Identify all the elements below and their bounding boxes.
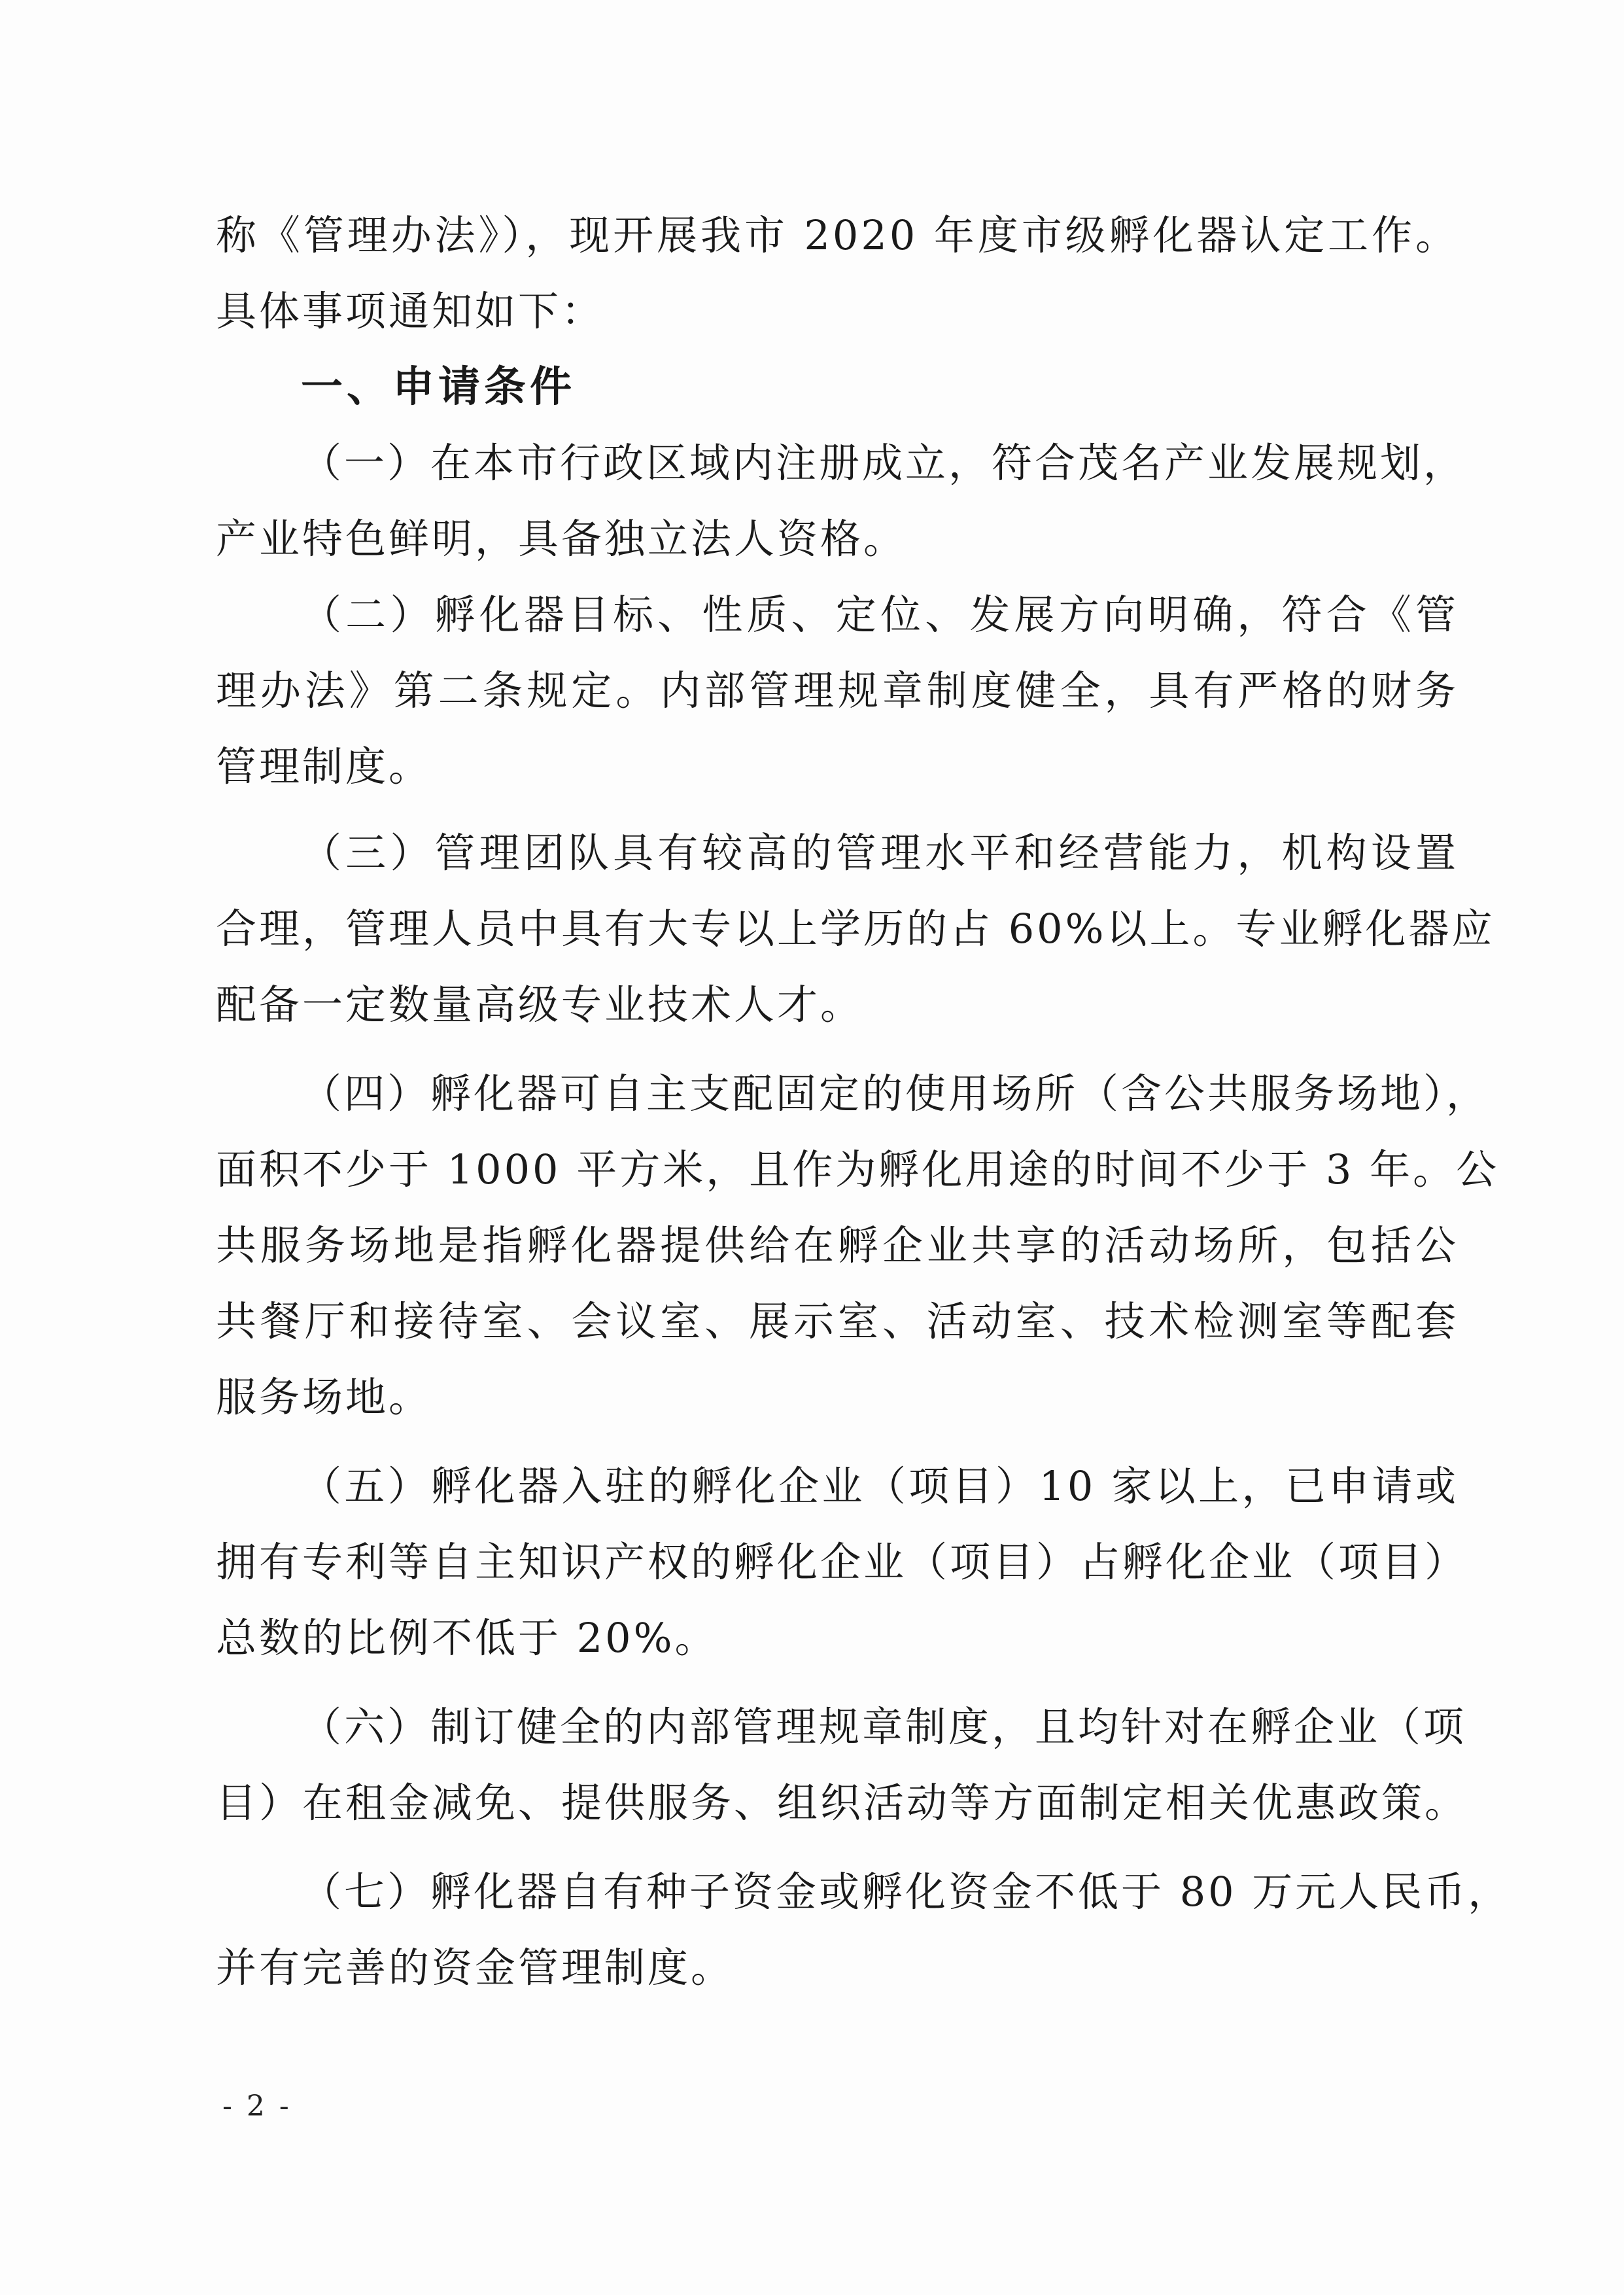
paragraph-line: 管理制度。 bbox=[216, 743, 432, 790]
paragraph-line: 合理，管理人员中具有大专以上学历的占 60%以上。专业孵化器应 bbox=[216, 905, 1495, 953]
paragraph-line: （五）孵化器入驻的孵化企业（项目）10 家以上，已申请或 bbox=[301, 1462, 1459, 1510]
section-heading: 一、申请条件 bbox=[301, 363, 576, 412]
paragraph-line: 共餐厅和接待室、会议室、展示室、活动室、技术检测室等配套 bbox=[216, 1297, 1459, 1345]
paragraph-line: 具体事项通知如下： bbox=[216, 287, 605, 335]
paragraph-line: （四）孵化器可自主支配固定的使用场所（含公共服务场地）， bbox=[301, 1070, 1490, 1117]
paragraph-line: 服务场地。 bbox=[216, 1373, 432, 1421]
paragraph-line: 理办法》第二条规定。内部管理规章制度健全，具有严格的财务 bbox=[216, 667, 1459, 714]
page-number: - 2 - bbox=[222, 2090, 292, 2123]
paragraph-line: 共服务场地是指孵化器提供给在孵企业共享的活动场所，包括公 bbox=[216, 1221, 1459, 1269]
paragraph-line: 称《管理办法》），现开展我市 2020 年度市级孵化器认定工作。 bbox=[216, 211, 1459, 259]
paragraph-line: 目）在租金减免、提供服务、组织活动等方面制定相关优惠政策。 bbox=[216, 1779, 1468, 1827]
paragraph-line: （七）孵化器自有种子资金或孵化资金不低于 80 万元人民币， bbox=[301, 1868, 1512, 1916]
paragraph-line: （六）制订健全的内部管理规章制度，且均针对在孵企业（项 bbox=[301, 1703, 1467, 1751]
paragraph-line: 配备一定数量高级专业技术人才。 bbox=[216, 981, 864, 1028]
paragraph-line: （二）孵化器目标、性质、定位、发展方向明确，符合《管 bbox=[301, 591, 1459, 639]
paragraph-line: 产业特色鲜明，具备独立法人资格。 bbox=[216, 515, 907, 563]
paragraph-line: 拥有专利等自主知识产权的孵化企业（项目）占孵化企业（项目） bbox=[216, 1538, 1468, 1586]
paragraph-line: 总数的比例不低于 20%。 bbox=[216, 1614, 718, 1662]
paragraph-line: 面积不少于 1000 平方米，且作为孵化用途的时间不少于 3 年。公 bbox=[216, 1146, 1500, 1193]
paragraph-line: 并有完善的资金管理制度。 bbox=[216, 1944, 734, 1991]
paragraph-line: （一）在本市行政区域内注册成立，符合茂名产业发展规划， bbox=[301, 439, 1467, 487]
paragraph-line: （三）管理团队具有较高的管理水平和经营能力，机构设置 bbox=[301, 829, 1459, 877]
